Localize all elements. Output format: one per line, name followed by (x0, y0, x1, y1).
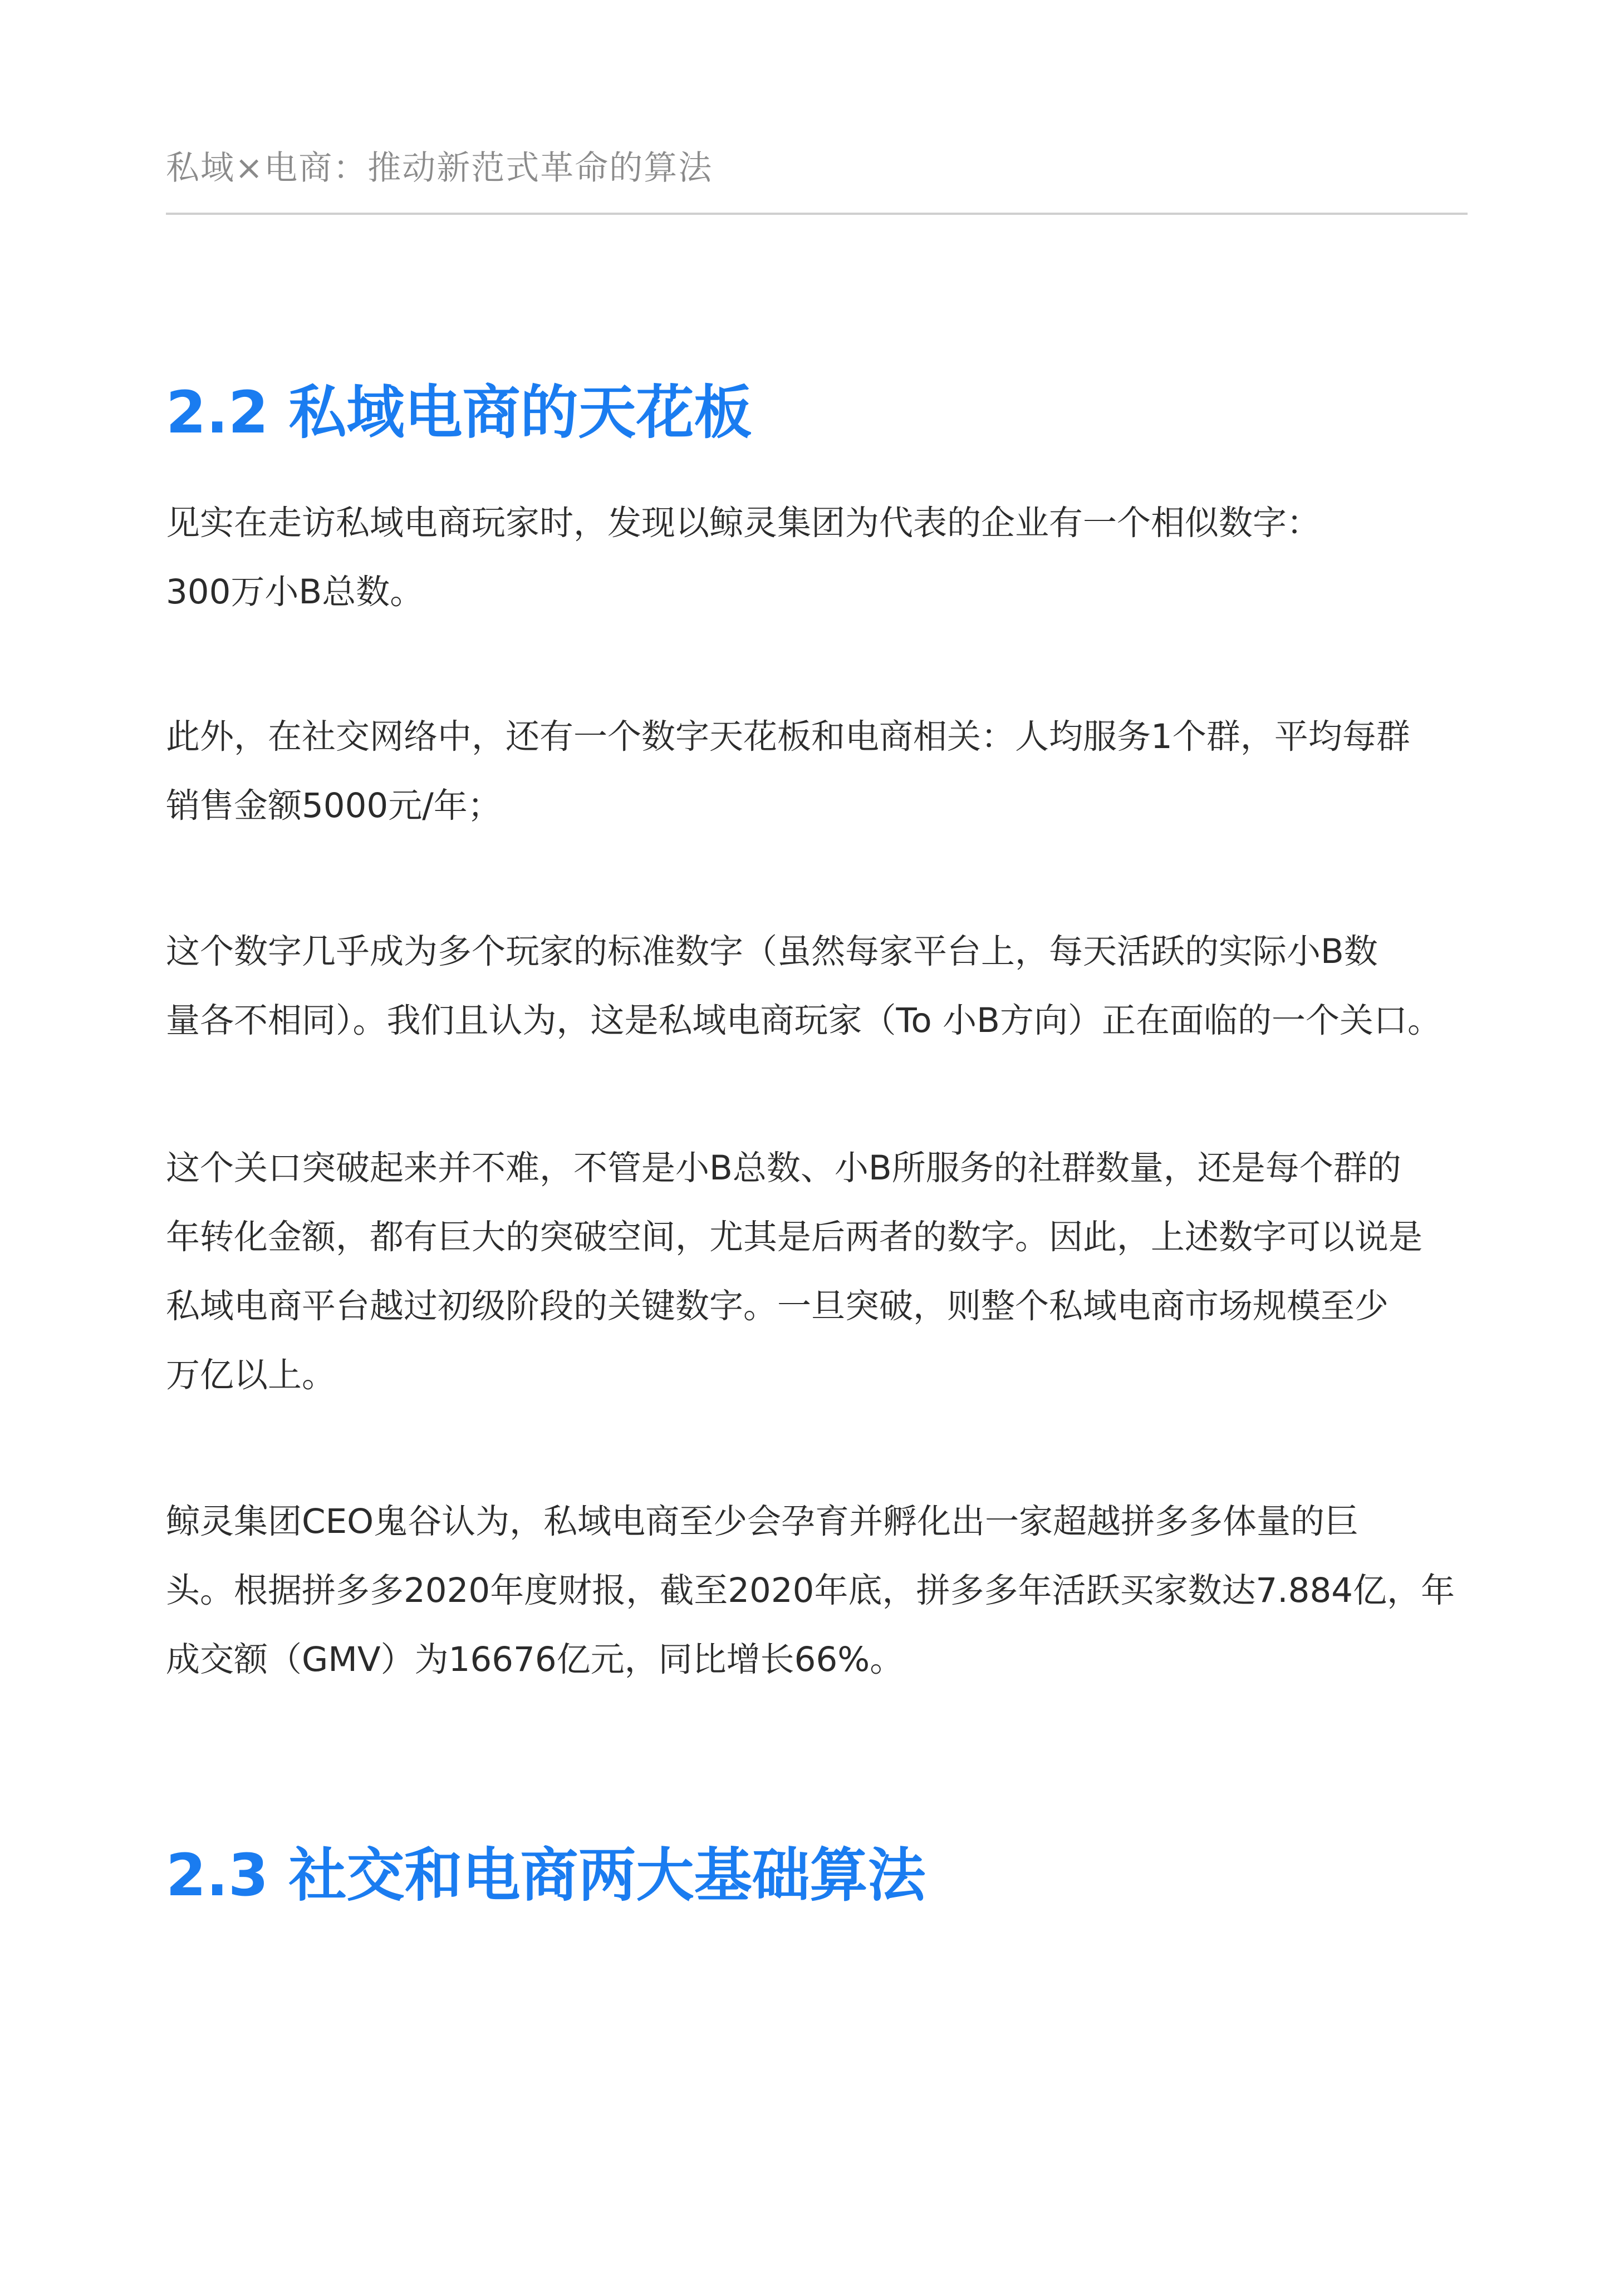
header-divider (166, 213, 1468, 215)
paragraph-line: 这个关口突破起来并不难，不管是小B总数、小B所服务的社群数量，还是每个群的 (166, 1148, 1401, 1188)
paragraph (166, 1134, 1471, 1410)
paragraph (166, 1487, 1471, 1694)
paragraph-line: 这个数字几乎成为多个玩家的标准数字（虽然每家平台上，每天活跃的实际小B数 (166, 932, 1378, 971)
paragraph-line: 私域电商平台越过初级阶段的关键数字。一旦突破，则整个私域电商市场规模至少 (166, 1286, 1389, 1326)
paragraph (166, 702, 1471, 840)
paragraph-line: 量各不相同）。我们且认为，这是私域电商玩家（To 小B方向）正在面临的一个关口。 (166, 1001, 1441, 1040)
paragraph-line: 销售金额5000元/年； (166, 786, 502, 825)
paragraph-line: 见实在走访私域电商玩家时，发现以鲸灵集团为代表的企业有一个相似数字： (166, 503, 1321, 543)
paragraph-line: 300万小B总数。 (166, 572, 424, 612)
paragraph (166, 917, 1471, 1055)
paragraph-line: 此外，在社交网络中，还有一个数字天花板和电商相关：人均服务1个群，平均每群 (166, 717, 1410, 756)
section-heading-2-2: 2.2 私域电商的天花板 (166, 378, 752, 446)
paragraph-line: 头。根据拼多多2020年度财报，截至2020年底，拼多多年活跃买家数达7.884亿，年 (166, 1571, 1455, 1610)
paragraph-line: 鲸灵集团CEO鬼谷认为，私域电商至少会孕育并孵化出一家超越拼多多体量的巨 (166, 1502, 1359, 1541)
paragraph-line: 成交额（GMV）为16676亿元，同比增长66%。 (166, 1640, 904, 1679)
running-header: 私域×电商：推动新范式革命的算法 (166, 149, 713, 188)
paragraph (166, 489, 1471, 627)
paragraph-line: 年转化金额，都有巨大的突破空间，尤其是后两者的数字。因此，上述数字可以说是 (166, 1217, 1423, 1257)
paragraph-line: 万亿以上。 (166, 1355, 336, 1395)
section-heading-2-3: 2.3 社交和电商两大基础算法 (166, 1841, 926, 1909)
